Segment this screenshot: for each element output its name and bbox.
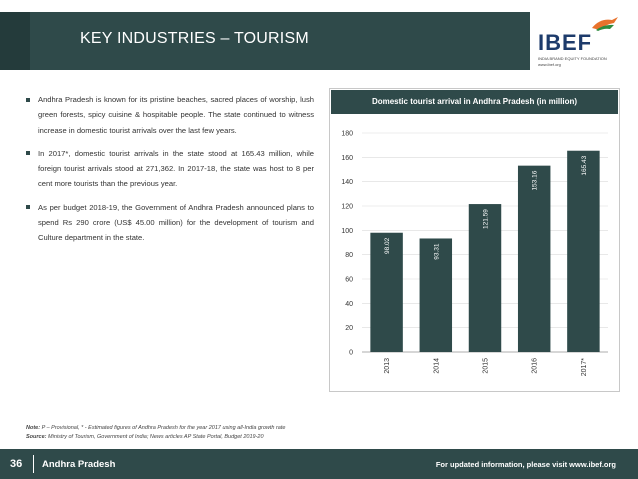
y-tick-label: 140 xyxy=(341,179,353,187)
data-label: 98.02 xyxy=(384,237,392,255)
data-label: 153.16 xyxy=(531,170,539,191)
bullet-item: As per budget 2018-19, the Government of Andhra Pradesh announced plans to spend Rs 290 crore (US$ 45.00 million) for the development of tourism and Culture department in the state. xyxy=(26,200,314,246)
page-title: KEY INDUSTRIES – TOURISM xyxy=(80,30,309,47)
y-tick-label: 100 xyxy=(341,227,353,235)
bullet-item: In 2017*, domestic tourist arrivals in the state stood at 165.43 million, while foreign tourist arrivals stood at 271,362. In 2017-18, the state was host to 8 per cent more tourists than the previous year. xyxy=(26,146,314,192)
data-label: 165.43 xyxy=(580,155,588,176)
source-text: Ministry of Tourism, Government of India; News articles AP State Portal, Budget 2019-20 xyxy=(48,434,264,440)
data-label: 121.59 xyxy=(482,209,490,229)
source-line xyxy=(26,433,285,442)
bullet-list xyxy=(26,92,314,254)
bar xyxy=(518,166,550,352)
data-label: 93.31 xyxy=(433,243,441,260)
footer-link[interactable]: For updated information, please visit www.ibef.org xyxy=(435,460,616,469)
x-tick-label: 2015 xyxy=(482,358,490,374)
y-tick-label: 120 xyxy=(341,203,353,211)
x-tick-label: 2017* xyxy=(580,358,588,377)
x-tick-label: 2014 xyxy=(433,358,441,374)
note-line xyxy=(26,424,285,433)
ibef-logo xyxy=(538,18,634,68)
y-tick-label: 160 xyxy=(341,154,353,162)
logo-text: IBEF xyxy=(538,30,593,55)
chart-title-bar xyxy=(331,90,618,114)
x-tick-label: 2013 xyxy=(384,358,392,374)
y-tick-label: 180 xyxy=(341,130,353,138)
source-label: Source: xyxy=(26,434,47,440)
bar xyxy=(567,151,599,352)
logo-subtitle: INDIA BRAND EQUITY FOUNDATION xyxy=(538,56,607,61)
logo-url: www.ibef.org xyxy=(538,62,561,67)
y-tick-label: 20 xyxy=(345,325,353,333)
chart-panel xyxy=(329,88,620,392)
footer xyxy=(0,449,638,479)
bar-chart xyxy=(330,115,619,391)
footer-state: Andhra Pradesh xyxy=(42,459,116,470)
header xyxy=(0,0,638,72)
note-label: Note: xyxy=(26,425,41,431)
note-text: P – Provisional, * - Estimated figures of Andhra Pradesh for the year 2017 using all-India growth rate xyxy=(41,425,286,431)
page-number: 36 xyxy=(10,458,23,470)
y-tick-label: 60 xyxy=(345,276,353,284)
y-tick-label: 80 xyxy=(345,252,353,260)
bullet-item: Andhra Pradesh is known for its pristine beaches, sacred places of worship, lush green forests, spicy cuisine & hospitable people. The state continued to witness increase in domestic tourist arrivals over the last few years. xyxy=(26,92,314,138)
x-tick-label: 2016 xyxy=(531,358,539,374)
notes xyxy=(26,424,285,442)
chart-title: Domestic tourist arrival in Andhra Pradesh (in million) xyxy=(371,97,578,106)
bird-icon xyxy=(590,16,620,32)
y-tick-label: 0 xyxy=(349,349,353,357)
header-accent xyxy=(0,12,30,70)
footer-divider xyxy=(33,455,34,473)
y-tick-label: 40 xyxy=(345,300,353,308)
